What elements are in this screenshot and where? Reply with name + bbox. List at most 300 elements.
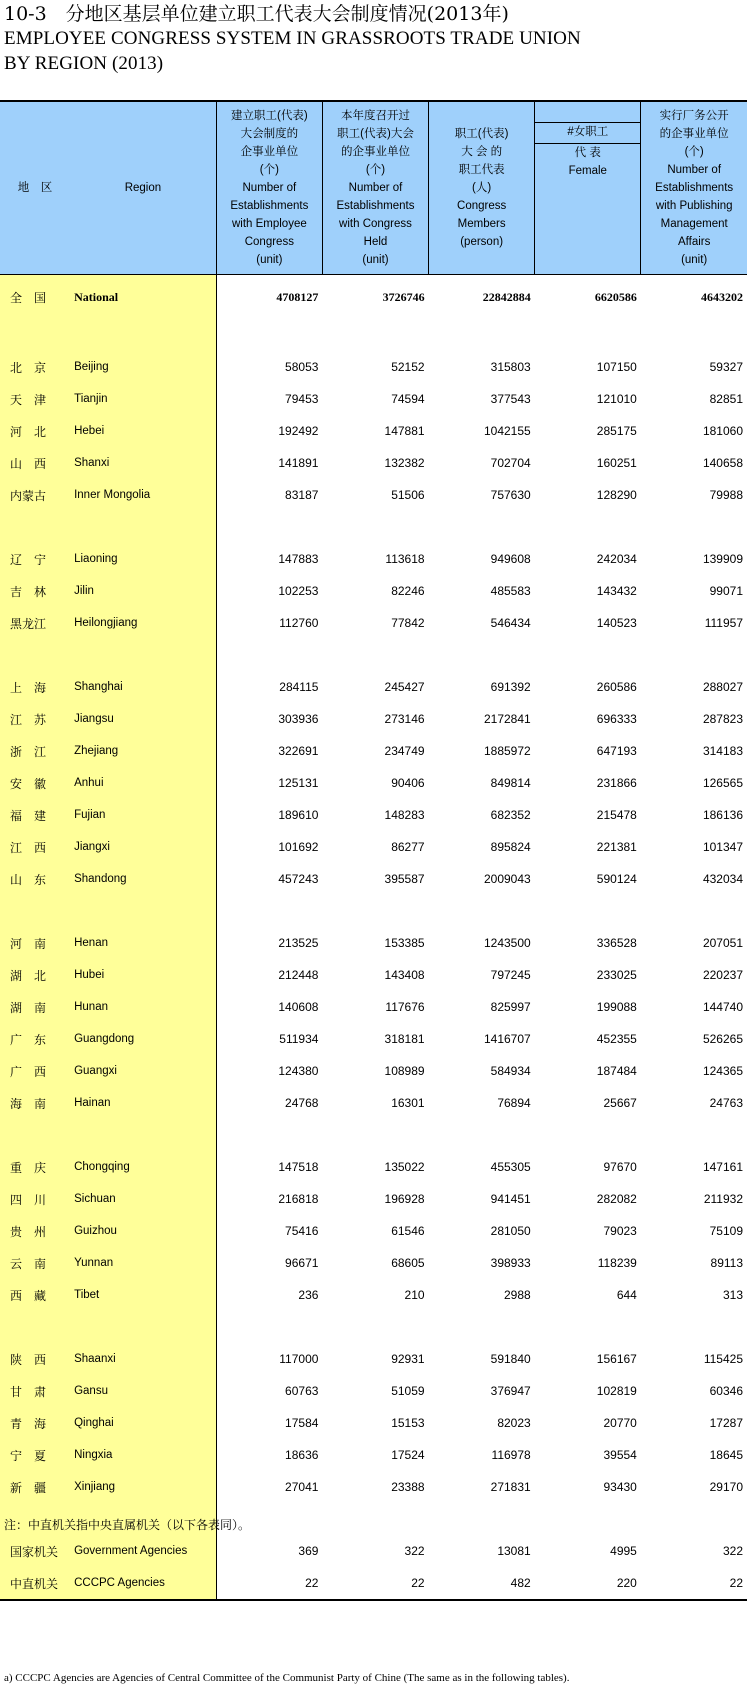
header-line: 职工(代表) xyxy=(454,128,509,140)
value-cell: 147881 xyxy=(384,424,425,438)
header-region-cn: 地 区 xyxy=(0,101,70,274)
table-row xyxy=(0,863,747,895)
value-cell: 2009043 xyxy=(483,872,531,886)
header-line: (person) xyxy=(460,236,504,248)
header-line: (unit) xyxy=(362,254,389,266)
header-line: Number of xyxy=(348,182,403,194)
header-line: Establishments xyxy=(230,200,309,212)
value-cell: 79988 xyxy=(709,488,743,502)
value-cell: 107150 xyxy=(596,360,637,374)
spacer-cell xyxy=(429,511,535,543)
table-row xyxy=(0,607,747,639)
header-line: Number of xyxy=(242,182,297,194)
value-cell: 60346 xyxy=(709,1384,743,1398)
value-cell: 59327 xyxy=(709,360,743,374)
region-name-en: Qinghai xyxy=(70,1407,216,1439)
value-cell: 757630 xyxy=(490,488,531,502)
region-name-cn: 吉 林 xyxy=(0,575,70,607)
value-cell: 139909 xyxy=(702,552,743,566)
value-cell: 140523 xyxy=(596,616,637,630)
value-cell: 281050 xyxy=(490,1224,531,1238)
value-cell: 115425 xyxy=(703,1352,743,1366)
value-cell: 117676 xyxy=(385,1000,425,1014)
spacer-cell xyxy=(535,319,641,351)
value-cell: 452355 xyxy=(596,1032,637,1046)
spacer-cell xyxy=(216,1119,322,1151)
table-row xyxy=(0,1215,747,1247)
value-cell: 398933 xyxy=(490,1256,531,1270)
table-row xyxy=(0,671,747,703)
region-name-en: Xinjiang xyxy=(70,1471,216,1503)
spacer-cell xyxy=(641,1503,747,1535)
value-cell: 18636 xyxy=(216,1439,322,1471)
value-cell: 376947 xyxy=(490,1384,531,1398)
value-cell: 647193 xyxy=(596,744,637,758)
region-name-cn: 广 西 xyxy=(0,1055,70,1087)
spacer-cell xyxy=(535,511,641,543)
region-name-cn: 河 南 xyxy=(0,927,70,959)
value-cell: 336528 xyxy=(596,936,637,950)
header-line: (个) xyxy=(684,146,704,158)
value-cell: 147883 xyxy=(216,543,322,575)
header-line: Congress xyxy=(457,200,507,212)
value-cell: 51059 xyxy=(391,1384,425,1398)
value-cell: 691392 xyxy=(490,680,531,694)
value-cell: 147518 xyxy=(216,1151,322,1183)
header-line: Establishments xyxy=(336,200,415,212)
value-cell: 144740 xyxy=(702,1000,743,1014)
header-line: with Congress xyxy=(339,218,412,230)
value-cell: 102819 xyxy=(596,1384,637,1398)
value-cell: 526265 xyxy=(702,1032,743,1046)
table-row xyxy=(0,1151,747,1183)
region-name-en: Guangxi xyxy=(70,1055,216,1087)
value-cell: 140658 xyxy=(702,456,743,470)
header-line: (unit) xyxy=(256,254,283,266)
spacer-cell-en xyxy=(70,1119,216,1151)
table-row xyxy=(0,1471,747,1503)
value-cell: 187484 xyxy=(596,1064,637,1078)
region-name-cn: 宁 夏 xyxy=(0,1439,70,1471)
value-cell: 96671 xyxy=(216,1247,322,1279)
value-cell: 97670 xyxy=(603,1160,637,1174)
value-cell: 108989 xyxy=(384,1064,425,1078)
header-line: 代 表 xyxy=(574,147,601,159)
header-line: with Publishing xyxy=(655,200,733,212)
value-cell: 941451 xyxy=(490,1192,531,1206)
footnote-en: a) CCCPC Agencies are Agencies of Central Committee of the Communist Party of Chine (The same as in the following tables). xyxy=(4,1672,570,1684)
header-line: with Employee xyxy=(231,218,307,230)
value-cell: 590124 xyxy=(596,872,637,886)
region-name-cn: 山 西 xyxy=(0,447,70,479)
value-cell: 395587 xyxy=(384,872,425,886)
region-name-cn: 新 疆 xyxy=(0,1471,70,1503)
spacer-cell xyxy=(322,511,428,543)
table-container xyxy=(0,100,747,1601)
header-line: (unit) xyxy=(681,254,708,266)
value-cell: 22 xyxy=(216,1567,322,1600)
spacer-row xyxy=(0,639,747,671)
value-cell: 140608 xyxy=(216,991,322,1023)
header-line: Management xyxy=(660,218,728,230)
value-cell: 1885972 xyxy=(483,744,531,758)
value-cell: 92931 xyxy=(391,1352,425,1366)
value-cell: 211932 xyxy=(703,1192,743,1206)
table-row xyxy=(0,1055,747,1087)
header-line: 的企事业单位 xyxy=(659,128,729,140)
value-cell: 682352 xyxy=(490,808,531,822)
value-cell: 696333 xyxy=(596,712,637,726)
header-col-establishments xyxy=(216,101,322,274)
table-row xyxy=(0,1407,747,1439)
value-cell: 220237 xyxy=(702,968,743,982)
region-name-en: Anhui xyxy=(70,767,216,799)
spacer-cell xyxy=(535,639,641,671)
header-line: Establishments xyxy=(655,182,734,194)
spacer-cell xyxy=(216,319,322,351)
value-cell: 591840 xyxy=(490,1352,531,1366)
region-name-en: Gansu xyxy=(70,1375,216,1407)
header-line: 职工代表 xyxy=(458,164,505,176)
value-cell: 584934 xyxy=(490,1064,531,1078)
value-cell: 68605 xyxy=(391,1256,425,1270)
value-cell: 284115 xyxy=(216,671,322,703)
table-row xyxy=(0,479,747,511)
header-col-management-affairs xyxy=(641,101,747,274)
region-name-en: Tibet xyxy=(70,1279,216,1311)
region-name-cn: 内蒙古 xyxy=(0,479,70,511)
value-cell: 16301 xyxy=(391,1096,425,1110)
spacer-cell xyxy=(641,639,747,671)
spacer-cell xyxy=(641,1311,747,1343)
value-cell: 160251 xyxy=(596,456,637,470)
table-row xyxy=(0,1183,747,1215)
value-cell: 4708127 xyxy=(216,275,322,320)
header-col-congress-held xyxy=(322,101,428,274)
value-cell: 199088 xyxy=(596,1000,637,1014)
spacer-cell-en xyxy=(70,895,216,927)
value-cell: 117000 xyxy=(216,1343,322,1375)
value-cell: 322691 xyxy=(216,735,322,767)
value-cell: 113618 xyxy=(385,552,425,566)
value-cell: 24768 xyxy=(216,1087,322,1119)
spacer-cell xyxy=(429,639,535,671)
value-cell: 51506 xyxy=(391,488,425,502)
header-line: Number of xyxy=(667,164,722,176)
value-cell: 143432 xyxy=(596,584,637,598)
value-cell: 132382 xyxy=(384,456,425,470)
region-name-en: Ningxia xyxy=(70,1439,216,1471)
spacer-cell xyxy=(322,639,428,671)
spacer-cell xyxy=(216,1311,322,1343)
table-row xyxy=(0,275,747,320)
region-name-en: Jiangxi xyxy=(70,831,216,863)
value-cell: 303936 xyxy=(216,703,322,735)
value-cell: 22 xyxy=(322,1567,428,1600)
value-cell: 369 xyxy=(216,1535,322,1567)
value-cell: 1416707 xyxy=(483,1032,531,1046)
spacer-cell-en xyxy=(70,1311,216,1343)
value-cell: 236 xyxy=(216,1279,322,1311)
region-name-en: Guangdong xyxy=(70,1023,216,1055)
value-cell: 13081 xyxy=(497,1544,531,1558)
value-cell: 4995 xyxy=(610,1544,637,1558)
value-cell: 949608 xyxy=(490,552,531,566)
table-row xyxy=(0,799,747,831)
table-title-en-line2: BY REGION (2013) xyxy=(4,53,164,74)
value-cell: 644 xyxy=(616,1288,637,1302)
region-name-cn: 江 苏 xyxy=(0,703,70,735)
spacer-cell-cn xyxy=(0,895,70,927)
region-name-cn: 安 徽 xyxy=(0,767,70,799)
value-cell: 313 xyxy=(722,1288,743,1302)
value-cell: 215478 xyxy=(596,808,637,822)
value-cell: 260586 xyxy=(596,680,637,694)
value-cell: 156167 xyxy=(596,1352,637,1366)
table-row xyxy=(0,415,747,447)
value-cell: 124380 xyxy=(216,1055,322,1087)
value-cell: 457243 xyxy=(216,863,322,895)
region-name-cn: 山 东 xyxy=(0,863,70,895)
value-cell: 322 xyxy=(404,1544,425,1558)
spacer-cell xyxy=(535,895,641,927)
value-cell: 485583 xyxy=(490,584,531,598)
value-cell: 101692 xyxy=(216,831,322,863)
value-cell: 148283 xyxy=(384,808,425,822)
header-line: 职工(代表)大会 xyxy=(337,128,414,140)
value-cell: 17524 xyxy=(391,1448,425,1462)
table-body xyxy=(0,275,747,1601)
value-cell: 121010 xyxy=(596,392,637,406)
spacer-row xyxy=(0,1311,747,1343)
value-cell: 1243500 xyxy=(483,936,531,950)
value-cell: 1042155 xyxy=(483,424,531,438)
spacer-row xyxy=(0,511,747,543)
region-name-en: Inner Mongolia xyxy=(70,479,216,511)
region-name-cn: 陕 西 xyxy=(0,1343,70,1375)
spacer-cell xyxy=(535,1119,641,1151)
region-name-cn: 浙 江 xyxy=(0,735,70,767)
value-cell: 79453 xyxy=(216,383,322,415)
value-cell: 75416 xyxy=(216,1215,322,1247)
value-cell: 82851 xyxy=(709,392,743,406)
spacer-cell xyxy=(641,319,747,351)
region-name-cn: 北 京 xyxy=(0,351,70,383)
header-line: (个) xyxy=(365,164,386,176)
table-row xyxy=(0,383,747,415)
region-name-en: Government Agencies xyxy=(70,1535,216,1567)
value-cell: 82246 xyxy=(391,584,425,598)
region-name-cn: 天 津 xyxy=(0,383,70,415)
value-cell: 75109 xyxy=(709,1224,743,1238)
table-row xyxy=(0,1023,747,1055)
value-cell: 213525 xyxy=(216,927,322,959)
table-row xyxy=(0,927,747,959)
spacer-cell xyxy=(322,319,428,351)
region-name-cn: 河 北 xyxy=(0,415,70,447)
region-name-en: Zhejiang xyxy=(70,735,216,767)
header-line: Held xyxy=(363,236,388,248)
header-line: 建立职工(代表) xyxy=(231,110,308,122)
value-cell: 93430 xyxy=(603,1480,637,1494)
spacer-cell xyxy=(641,1119,747,1151)
value-cell: 314183 xyxy=(702,744,743,758)
header-col-congress-members xyxy=(429,101,535,274)
value-cell: 147161 xyxy=(702,1160,743,1174)
value-cell: 112760 xyxy=(216,607,322,639)
spacer-cell xyxy=(641,895,747,927)
value-cell: 6620586 xyxy=(594,289,637,304)
region-name-cn: 贵 州 xyxy=(0,1215,70,1247)
region-name-cn: 云 南 xyxy=(0,1247,70,1279)
spacer-cell xyxy=(216,511,322,543)
value-cell: 20770 xyxy=(603,1416,637,1430)
spacer-cell xyxy=(429,1119,535,1151)
region-name-en: Hunan xyxy=(70,991,216,1023)
value-cell: 315803 xyxy=(490,360,531,374)
spacer-row xyxy=(0,895,747,927)
table-row xyxy=(0,575,747,607)
value-cell: 101347 xyxy=(702,840,743,854)
value-cell: 220 xyxy=(535,1567,641,1600)
value-cell: 22 xyxy=(641,1567,747,1600)
value-cell: 29170 xyxy=(709,1480,743,1494)
value-cell: 455305 xyxy=(490,1160,531,1174)
spacer-cell xyxy=(322,1311,428,1343)
table-title-en-line1: EMPLOYEE CONGRESS SYSTEM IN GRASSROOTS TRADE UNION xyxy=(4,28,581,49)
value-cell: 74594 xyxy=(391,392,425,406)
region-name-en: Hebei xyxy=(70,415,216,447)
region-name-cn: 全 国 xyxy=(0,275,70,320)
value-cell: 287823 xyxy=(702,712,743,726)
value-cell: 271831 xyxy=(490,1480,531,1494)
region-name-cn: 江 西 xyxy=(0,831,70,863)
value-cell: 546434 xyxy=(490,616,531,630)
value-cell: 210 xyxy=(404,1288,425,1302)
spacer-cell xyxy=(216,639,322,671)
value-cell: 102253 xyxy=(216,575,322,607)
value-cell: 15153 xyxy=(391,1416,425,1430)
spacer-cell xyxy=(216,895,322,927)
spacer-row xyxy=(0,319,747,351)
value-cell: 86277 xyxy=(391,840,425,854)
value-cell: 242034 xyxy=(596,552,637,566)
value-cell: 83187 xyxy=(216,479,322,511)
value-cell: 76894 xyxy=(497,1096,531,1110)
region-name-cn: 湖 北 xyxy=(0,959,70,991)
table-row xyxy=(0,959,747,991)
header-female-label: #女职工 xyxy=(567,126,609,138)
value-cell: 60763 xyxy=(216,1375,322,1407)
spacer-cell-en xyxy=(70,639,216,671)
region-name-cn: 广 东 xyxy=(0,1023,70,1055)
value-cell: 89113 xyxy=(710,1256,743,1270)
table-row xyxy=(0,1279,747,1311)
value-cell: 118239 xyxy=(597,1256,637,1270)
value-cell: 895824 xyxy=(490,840,531,854)
spacer-cell xyxy=(322,1119,428,1151)
value-cell: 2172841 xyxy=(483,712,531,726)
region-name-en: Shanghai xyxy=(70,671,216,703)
spacer-cell xyxy=(535,1503,641,1535)
header-line: 企事业单位 xyxy=(240,146,299,158)
region-name-en: Liaoning xyxy=(70,543,216,575)
spacer-cell-cn xyxy=(0,511,70,543)
region-name-cn: 湖 南 xyxy=(0,991,70,1023)
value-cell: 192492 xyxy=(216,415,322,447)
value-cell: 482 xyxy=(429,1567,535,1600)
table-row xyxy=(0,1439,747,1471)
region-name-cn: 海 南 xyxy=(0,1087,70,1119)
table-row xyxy=(0,1247,747,1279)
value-cell: 143408 xyxy=(384,968,425,982)
region-name-en: Sichuan xyxy=(70,1183,216,1215)
header-line: Affairs xyxy=(677,236,711,248)
footnote-cn: 注：中直机关指中央直属机关（以下各表同）。 xyxy=(4,1518,251,1532)
value-cell: 234749 xyxy=(384,744,425,758)
value-cell: 511934 xyxy=(216,1023,322,1055)
header-line: 本年度召开过 xyxy=(340,110,410,122)
spacer-cell xyxy=(322,895,428,927)
value-cell: 153385 xyxy=(384,936,425,950)
table-row xyxy=(0,767,747,799)
spacer-cell-cn xyxy=(0,1119,70,1151)
region-name-cn: 国家机关 xyxy=(0,1535,70,1567)
table-row xyxy=(0,703,747,735)
value-cell: 82023 xyxy=(497,1416,531,1430)
value-cell: 216818 xyxy=(216,1183,322,1215)
header-line: (个) xyxy=(259,164,279,176)
value-cell: 245427 xyxy=(384,680,425,694)
region-name-en: Heilongjiang xyxy=(70,607,216,639)
value-cell: 116978 xyxy=(491,1448,531,1462)
value-cell: 39554 xyxy=(603,1448,637,1462)
spacer-cell xyxy=(641,511,747,543)
header-line: Members xyxy=(457,218,506,230)
spacer-cell xyxy=(429,1503,535,1535)
region-name-en: Beijing xyxy=(70,351,216,383)
region-name-en: National xyxy=(70,275,216,320)
header-line: 的企事业单位 xyxy=(340,146,410,158)
header-line: Congress xyxy=(244,236,294,248)
spacer-cell xyxy=(429,1311,535,1343)
table-row xyxy=(0,1567,747,1600)
region-name-cn: 西 藏 xyxy=(0,1279,70,1311)
region-name-en: Henan xyxy=(70,927,216,959)
region-name-en: Yunnan xyxy=(70,1247,216,1279)
value-cell: 189610 xyxy=(216,799,322,831)
spacer-cell-cn xyxy=(0,319,70,351)
value-cell: 141891 xyxy=(216,447,322,479)
region-name-en: Tianjin xyxy=(70,383,216,415)
value-cell: 111957 xyxy=(704,616,743,630)
table-row xyxy=(0,831,747,863)
table-row xyxy=(0,735,747,767)
value-cell: 125131 xyxy=(216,767,322,799)
table-header xyxy=(0,101,747,275)
value-cell: 233025 xyxy=(596,968,637,982)
region-name-en: Hubei xyxy=(70,959,216,991)
value-cell: 126565 xyxy=(702,776,743,790)
value-cell: 186136 xyxy=(702,808,743,822)
value-cell: 52152 xyxy=(391,360,425,374)
table-row xyxy=(0,991,747,1023)
spacer-cell-cn xyxy=(0,1311,70,1343)
data-table xyxy=(0,100,747,1601)
value-cell: 23388 xyxy=(391,1480,425,1494)
value-cell: 231866 xyxy=(596,776,637,790)
value-cell: 27041 xyxy=(216,1471,322,1503)
